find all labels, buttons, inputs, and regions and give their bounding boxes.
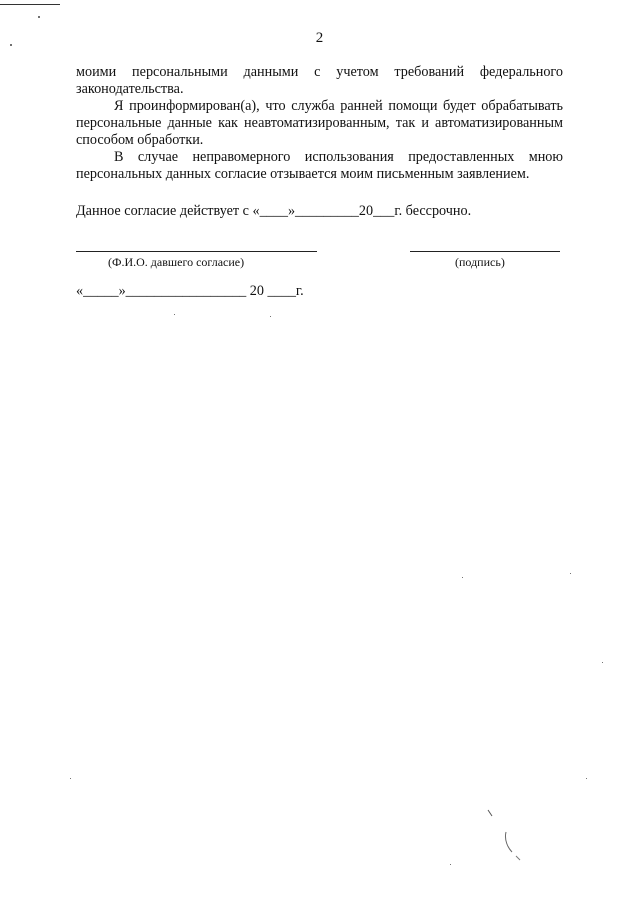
scan-speck: [38, 16, 40, 18]
scan-speck: [462, 577, 463, 578]
scan-speck: [70, 778, 71, 779]
scan-speck: [570, 573, 571, 574]
scan-speck: [174, 314, 175, 315]
scan-speck: [270, 316, 271, 317]
paragraph-continuation: моими персональными данными с учетом требований федерального законодательства.: [76, 64, 563, 97]
scan-scribble: [482, 808, 532, 868]
date-line: «_____»_________________ 20 ____г.: [76, 283, 304, 299]
paragraph-revocation: В случае неправомерного использования предоставленных мною персональных данных согласие отзывается моим письменным заявлением.: [76, 149, 563, 182]
consent-text: [76, 64, 563, 183]
page-number: 2: [315, 30, 324, 46]
name-label: (Ф.И.О. давшего согласие): [108, 255, 245, 269]
top-edge-rule: [0, 4, 60, 5]
scan-speck: [450, 864, 451, 865]
scan-speck: [586, 778, 587, 779]
validity-statement: Данное согласие действует с «____»_________20___г. бессрочно.: [76, 203, 472, 219]
paragraph-processing: Я проинформирован(а), что служба ранней помощи будет обрабатывать персональные данные как неавтоматизированным, так и автоматизированным способом обработки.: [76, 98, 563, 148]
signature-line: [410, 251, 560, 252]
scan-speck: [602, 662, 603, 663]
name-signature-line: [76, 251, 317, 252]
signature-label: (подпись): [455, 255, 505, 269]
